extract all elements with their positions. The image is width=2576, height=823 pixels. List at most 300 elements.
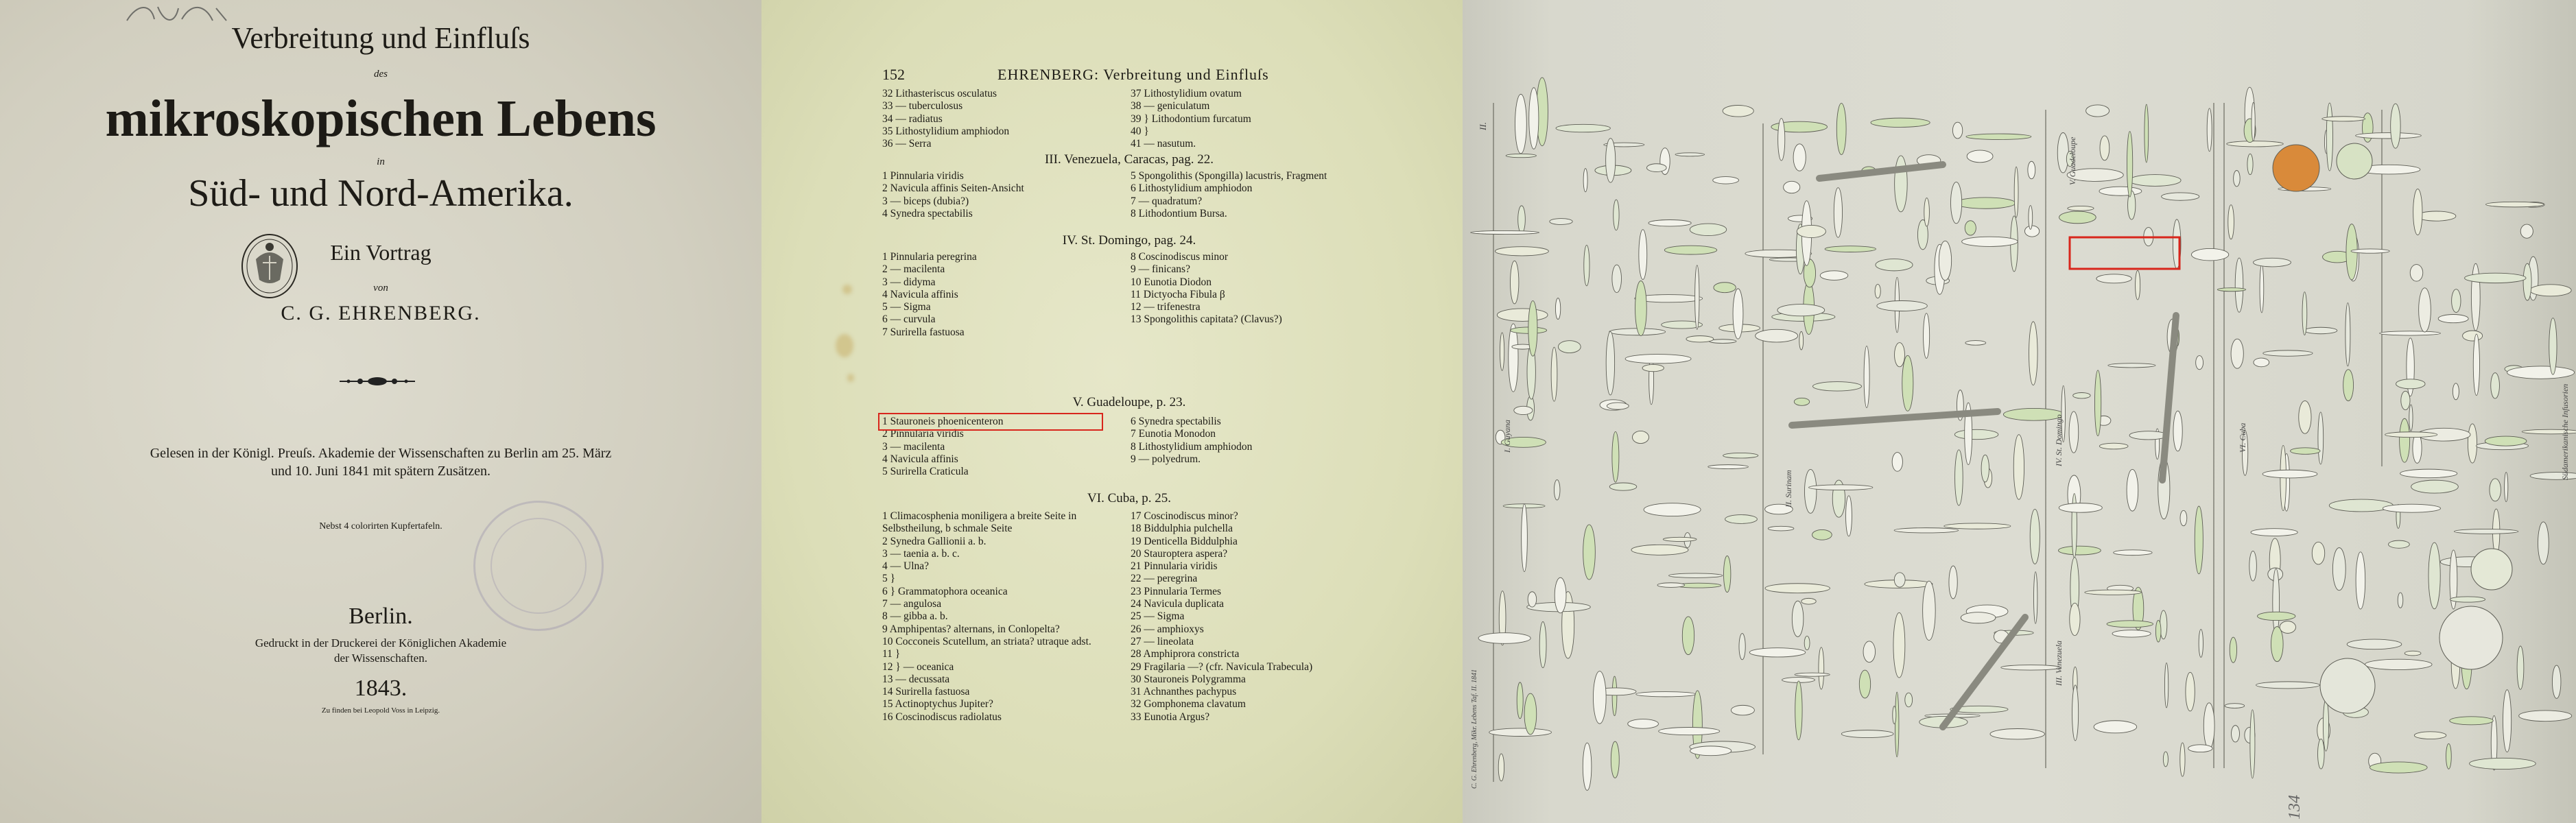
- specimen-drawing: [2380, 331, 2441, 335]
- specimen-drawing: [1725, 515, 1758, 524]
- specimen-drawing: [2337, 143, 2372, 179]
- specimen-drawing: [2094, 721, 2136, 733]
- specimen-drawing: [2096, 274, 2131, 283]
- specimen-drawing: [2252, 102, 2255, 141]
- specimen-drawing: [1686, 336, 1714, 342]
- specimen-drawing: [1723, 453, 1758, 458]
- specimen-drawing: [1841, 730, 1893, 738]
- index-entry: 5 — Sigma: [882, 301, 931, 313]
- specimen-drawing: [2503, 690, 2512, 752]
- specimen-drawing: [1820, 271, 1848, 281]
- specimen-drawing: [1642, 364, 1664, 371]
- specimen-drawing: [2419, 288, 2431, 332]
- specimen-drawing: [2069, 412, 2079, 453]
- specimen-drawing: [2473, 334, 2479, 395]
- index-entry: 1 Pinnularia viridis: [882, 170, 964, 182]
- specimen-drawing: [1893, 706, 1896, 724]
- specimen-drawing: [2343, 370, 2354, 401]
- specimen-drawing: [2468, 424, 2477, 463]
- printer-line-2: der Wissenschaften.: [334, 652, 427, 665]
- specimen-drawing: [1777, 305, 1825, 316]
- index-entry: 1 Pinnularia peregrina: [882, 251, 977, 263]
- index-entry: 11 Dictyocha Fibula β: [1131, 288, 1225, 300]
- specimen-drawing: [2068, 206, 2094, 211]
- specimen-drawing: [1794, 398, 1809, 405]
- specimen-drawing: [1593, 671, 1606, 724]
- index-entry: 9 — finicans?: [1131, 263, 1190, 276]
- specimen-drawing: [2302, 292, 2307, 335]
- specimen-drawing: [2271, 627, 2283, 662]
- specimen-drawing: [1768, 526, 1794, 531]
- specimen-drawing: [2196, 356, 2203, 370]
- specimen-drawing: [1905, 693, 1913, 707]
- specimen-drawing: [1497, 309, 1548, 321]
- specimen-drawing: [2028, 161, 2035, 178]
- index-entry: 27 — lineolata: [1131, 635, 1194, 647]
- specimen-drawing: [1981, 455, 1989, 482]
- specimen-drawing: [1739, 634, 1745, 660]
- index-entry: 4 Synedra spectabilis: [882, 207, 973, 219]
- index-entry: 3 — macilenta: [882, 440, 945, 453]
- specimen-drawing: [2322, 117, 2365, 121]
- index-entry: 8 Lithostylidium amphiodon: [1131, 440, 1253, 453]
- specimen-drawing: [1478, 633, 1531, 644]
- paper-stain: [836, 334, 853, 357]
- specimen-drawing: [2073, 393, 2090, 398]
- specimen-drawing: [1555, 577, 1566, 613]
- specimen-drawing: [1663, 537, 1697, 541]
- specimen-drawing: [2320, 658, 2375, 713]
- specimen-drawing: [2014, 167, 2018, 217]
- specimen-drawing: [1614, 200, 1619, 230]
- index-entry: 13 Spongolithis capitata? (Clavus?): [1131, 313, 1282, 326]
- specimen-drawing: [2446, 743, 2452, 769]
- plate-label-guadeloupe: V. Guadeloupe: [2068, 136, 2077, 185]
- talk-label: Ein Vortrag: [330, 240, 432, 265]
- index-entry: 22 — peregrina: [1131, 573, 1198, 585]
- specimen-drawing: [1902, 355, 1913, 411]
- specimen-drawing: [1951, 182, 1962, 223]
- cuba-right-column: [1131, 510, 1371, 724]
- index-entry: 39 } Lithodontium furcatum: [1131, 112, 1251, 125]
- specimen-drawing: [2085, 590, 2141, 595]
- specimen-drawing: [2099, 443, 2128, 449]
- publication-year: 1843.: [354, 676, 407, 701]
- specimen-drawing: [1819, 647, 1824, 689]
- specimen-drawing: [1809, 485, 1873, 490]
- specimen-drawing: [1846, 496, 1852, 536]
- plate-page: [1463, 0, 2576, 823]
- specimen-drawing: [1793, 144, 1806, 171]
- specimen-drawing: [1639, 230, 1647, 280]
- specimen-drawing: [1522, 504, 1528, 572]
- specimen-drawing: [1962, 237, 2018, 246]
- specimen-drawing: [1804, 636, 1810, 649]
- specimen-drawing: [1636, 692, 1695, 697]
- specimen-drawing: [2254, 258, 2291, 267]
- specimen-drawing: [2250, 710, 2255, 778]
- specimen-drawing: [2180, 743, 2185, 776]
- publication-city: Berlin.: [348, 604, 413, 629]
- specimen-drawing: [1675, 153, 1705, 156]
- index-entry: 4 Navicula affinis: [882, 288, 958, 300]
- index-entry: 2 Synedra Gallionii a. b.: [882, 535, 986, 547]
- index-entry: 12 } — oceanica: [882, 660, 954, 673]
- index-entry: 7 Eunotia Monodon: [1131, 428, 1216, 440]
- section-title-cuba: VI. Cuba, p. 25.: [1087, 491, 1171, 505]
- plate-label-venezuela: III. Venezuela: [2054, 641, 2064, 686]
- specimen-drawing: [2247, 154, 2253, 174]
- specimen-drawing: [2401, 391, 2410, 409]
- specimen-drawing: [1517, 682, 1523, 719]
- st-domingo-left-column: [882, 251, 1122, 339]
- specimen-drawing: [2365, 659, 2432, 669]
- specimen-drawing: [2414, 732, 2446, 739]
- guadeloupe-right-column: [1131, 416, 1371, 466]
- index-entry: 18 Biddulphia pulchella: [1131, 523, 1233, 535]
- specimen-drawing: [2173, 411, 2182, 451]
- index-entry: 2 — macilenta: [882, 263, 945, 276]
- index-entry: 6 Synedra spectabilis: [1131, 416, 1221, 427]
- specimen-drawing: [1489, 728, 1552, 737]
- specimen-drawing: [2507, 366, 2575, 379]
- specimen-drawing: [1876, 259, 1913, 271]
- specimen-drawing: [2180, 510, 2187, 525]
- specimen-drawing: [2163, 752, 2168, 767]
- index-entry: 3 — didyma: [882, 276, 936, 288]
- sale-note: Zu finden bei Leopold Voss in Leipzig.: [321, 706, 440, 715]
- specimen-drawing: [1518, 206, 1526, 233]
- specimen-drawing: [1539, 621, 1546, 667]
- specimen-drawing: [2186, 672, 2195, 711]
- specimen-drawing: [1690, 224, 1726, 236]
- specimen-drawing: [1682, 617, 1694, 655]
- specimen-drawing: [1966, 134, 2031, 139]
- index-entry: 28 Amphiprora constricta: [1131, 648, 1240, 660]
- specimen-drawing: [1801, 598, 1816, 604]
- specimen-drawings: [1471, 77, 2576, 790]
- specimen-drawing: [2538, 522, 2549, 564]
- paper-stain: [842, 285, 852, 294]
- specimen-drawing: [2188, 745, 2212, 752]
- specimen-drawing: [2463, 331, 2483, 341]
- plate-number: II.: [1478, 122, 1488, 130]
- specimen-drawing: [1506, 154, 1536, 157]
- title-line-2: mikroskopischen Lebens: [105, 90, 657, 147]
- specimen-drawing: [1894, 528, 1959, 533]
- specimen-drawing: [2356, 133, 2422, 139]
- specimen-drawing: [2086, 105, 2110, 117]
- specimen-drawing: [1990, 729, 2044, 739]
- specimen-drawing: [1864, 346, 1869, 408]
- specimen-drawing: [1877, 301, 1927, 311]
- specimen-drawing: [2347, 639, 2402, 649]
- specimen-drawing: [2029, 206, 2033, 230]
- specimen-drawing: [2155, 620, 2161, 642]
- specimen-drawing: [2398, 593, 2403, 608]
- specimen-drawing: [2429, 542, 2440, 609]
- specimen-drawing: [2318, 412, 2324, 464]
- index-entry: 10 Eunotia Diodon: [1131, 276, 1212, 288]
- index-entry: 15 Actinoptychus Jupiter?: [882, 698, 993, 711]
- specimen-drawing: [1554, 480, 1560, 501]
- index-entry: 31 Achnanthes pachypus: [1131, 686, 1237, 698]
- index-entry: 14 Surirella fastuosa: [882, 686, 970, 698]
- specimen-drawing: [2326, 103, 2332, 171]
- index-entry: 8 — gibba a. b.: [882, 610, 948, 623]
- specimen-drawing: [2024, 226, 2039, 237]
- specimen-drawing: [2162, 193, 2199, 200]
- specimen-drawing: [2057, 132, 2068, 172]
- specimen-drawing: [2059, 503, 2102, 513]
- specimen-drawing: [2059, 211, 2096, 224]
- specimen-drawing: [2332, 548, 2345, 591]
- index-entry: 33 Eunotia Argus?: [1131, 711, 1210, 723]
- reading-note-line-2: und 10. Juni 1841 mit spätern Zusätzen.: [271, 464, 491, 479]
- specimen-drawing: [1612, 431, 1619, 482]
- specimen-drawing: [1528, 301, 1537, 357]
- title-line-1: Verbreitung und Einfluſs: [231, 21, 530, 55]
- specimen-drawing: [2400, 469, 2457, 478]
- specimen-drawing: [1924, 313, 1930, 359]
- specimen-drawing: [2164, 663, 2168, 708]
- specimen-drawing: [2409, 405, 2413, 431]
- specimen-drawing: [2490, 479, 2501, 501]
- specimen-drawing: [2520, 224, 2533, 238]
- specimen-drawing: [1895, 692, 1898, 757]
- st-domingo-right-column: [1131, 251, 1371, 326]
- section-title-guadeloupe: V. Guadeloupe, p. 23.: [1072, 395, 1186, 409]
- index-entry: 4 Navicula affinis: [882, 453, 958, 465]
- specimen-drawing: [2144, 104, 2149, 163]
- specimen-drawing: [1955, 198, 2016, 208]
- specimen-drawing: [1812, 529, 1832, 540]
- index-page: [761, 0, 1463, 823]
- specimen-drawing: [2225, 704, 2245, 708]
- specimen-drawing: [1799, 331, 1804, 350]
- specimen-drawing: [2100, 136, 2110, 160]
- specimen-drawing: [1612, 676, 1617, 716]
- specimen-drawing: [2108, 363, 2155, 368]
- specimen-drawing: [2070, 603, 2080, 635]
- section-title-st-domingo: IV. St. Domingo, pag. 24.: [1062, 233, 1196, 248]
- specimen-drawing: [1669, 573, 1723, 577]
- specimen-drawing: [1611, 741, 1619, 778]
- specimen-drawing: [2519, 711, 2572, 721]
- specimen-drawing: [2411, 480, 2459, 493]
- specimen-drawing: [1632, 431, 1649, 443]
- specimen-drawing: [1514, 406, 1533, 414]
- specimen-drawing: [1646, 164, 1666, 172]
- specimen-drawing: [2273, 145, 2319, 191]
- specimen-drawing: [2029, 322, 2038, 385]
- specimen-drawing: [2129, 175, 2181, 187]
- index-entry: 16 Coscinodiscus radiolatus: [882, 711, 1002, 723]
- specimen-drawing: [1954, 429, 1998, 439]
- specimen-drawing: [1583, 525, 1596, 580]
- specimen-drawing: [1551, 347, 1557, 401]
- specimen-drawing: [1812, 382, 1861, 391]
- specimen-drawing: [2549, 318, 2557, 375]
- index-entry: 21 Pinnularia viridis: [1131, 560, 1218, 573]
- specimen-drawing: [2234, 170, 2241, 186]
- index-entry: 30 Stauroneis Polygramma: [1131, 673, 1246, 685]
- specimen-drawing: [2396, 379, 2426, 389]
- specimen-drawing: [2072, 685, 2079, 741]
- specimen-drawing: [1965, 341, 1986, 346]
- specimen-drawing: [1894, 573, 1905, 587]
- index-entry: 13 — decussata: [882, 673, 950, 685]
- specimen-drawing: [1631, 545, 1688, 555]
- index-entry: 32 Gomphonema clavatum: [1131, 698, 1246, 711]
- specimen-drawing: [1471, 230, 1539, 234]
- specimen-drawing: [2291, 448, 2321, 454]
- specimen-drawing: [1795, 673, 1830, 676]
- specimen-drawing: [2136, 270, 2140, 300]
- plates-note: Nebst 4 colorirten Kupfertafeln.: [319, 521, 442, 532]
- specimen-drawing: [1550, 219, 1572, 225]
- index-entry: 40 }: [1131, 125, 1149, 137]
- specimen-drawing: [1584, 245, 1590, 285]
- specimen-drawing: [1939, 241, 1951, 280]
- specimen-drawing: [1731, 705, 1754, 715]
- index-entry: 37 Lithostylidium ovatum: [1131, 88, 1242, 99]
- printer-line-1: Gedruckt in der Druckerei der Königlichen Akademie: [255, 636, 507, 649]
- specimen-drawing: [2471, 549, 2512, 590]
- specimen-drawing: [2304, 327, 2337, 333]
- plate-label-surinam: II. Surinam: [1784, 470, 1793, 508]
- specimen-drawing: [2391, 104, 2400, 148]
- specimen-drawing: [1612, 265, 1622, 292]
- specimen-drawing: [2385, 432, 2437, 438]
- index-entry: 3 — biceps (dubia?): [882, 195, 969, 207]
- specimen-drawing: [1892, 453, 1902, 472]
- specimen-drawing: [2439, 606, 2503, 669]
- specimen-drawing: [2345, 303, 2350, 366]
- index-entry: 17 Coscinodiscus minor?: [1131, 510, 1238, 522]
- specimen-drawing: [2413, 189, 2422, 235]
- specimen-drawing: [2191, 248, 2228, 260]
- title-des: des: [374, 69, 388, 80]
- index-entry: 5 Surirella Craticula: [882, 466, 969, 478]
- index-entry: 12 — trifenestra: [1131, 301, 1201, 313]
- specimen-drawing: [2438, 314, 2468, 322]
- index-entry: 7 Surirella fastuosa: [882, 326, 965, 338]
- specimen-drawing: [1690, 746, 1732, 756]
- specimen-drawing: [2207, 108, 2212, 152]
- plate-imprint: C. G. Ehrenberg, Mikr. Lebens Taf. II. 1841: [1471, 669, 1478, 789]
- specimen-drawing: [1635, 281, 1647, 335]
- index-entry: 3 — taenia a. b. c.: [882, 547, 960, 560]
- specimen-drawing: [2329, 499, 2393, 512]
- running-head: EHRENBERG: Verbreitung und Einfluſs: [997, 66, 1269, 83]
- index-entry: 35 Lithostylidium amphiodon: [882, 125, 1010, 137]
- specimen-drawing: [2217, 288, 2245, 291]
- top-right-column: [1131, 88, 1371, 150]
- index-entry: Selbstheilung, b schmale Seite: [882, 523, 1013, 535]
- specimen-drawing: [1607, 403, 1629, 409]
- index-entry: 1 Stauroneis phoenicenteron: [882, 416, 1004, 427]
- index-entry: 1 Climacosphenia moniligera a breite Seite in: [882, 510, 1077, 522]
- specimen-drawing: [2107, 621, 2153, 628]
- index-entry: 2 Pinnularia viridis: [882, 428, 964, 440]
- specimen-drawing: [1695, 265, 1699, 330]
- ornament-divider-icon: [336, 374, 418, 388]
- specimen-drawing: [2228, 205, 2234, 239]
- specimen-drawing: [2517, 646, 2524, 689]
- index-entry: 24 Navicula duplicata: [1131, 598, 1225, 610]
- specimen-drawing: [1949, 566, 1957, 599]
- specimen-drawing: [2094, 370, 2101, 436]
- specimen-drawing: [2312, 542, 2324, 564]
- plate-highlight-box: [2070, 237, 2179, 269]
- index-entry: 38 — geniculatum: [1131, 100, 1210, 112]
- specimen-drawing: [2059, 546, 2101, 555]
- specimen-drawing: [2256, 682, 2320, 689]
- specimen-drawing: [1708, 465, 1749, 469]
- paper-stain: [847, 374, 854, 382]
- specimen-drawing: [2114, 550, 2152, 556]
- specimen-drawing: [1965, 221, 1976, 235]
- specimen-drawing: [1649, 219, 1691, 226]
- specimen-drawing: [1558, 341, 1581, 353]
- specimen-drawing: [1749, 648, 1805, 657]
- title-line-3: Süd- und Nord-Amerika.: [188, 172, 574, 215]
- index-entry: 9 Amphipentas? alternans, in Conlopelta?: [882, 623, 1060, 635]
- specimen-drawing: [2199, 630, 2203, 658]
- specimen-drawing: [1515, 94, 1526, 153]
- specimen-drawing: [1756, 329, 1798, 342]
- specimen-drawing: [2127, 132, 2132, 198]
- specimen-drawing: [2351, 249, 2389, 253]
- specimen-drawing: [1792, 601, 1804, 636]
- specimen-drawing: [2099, 187, 2142, 195]
- title-page: [0, 0, 761, 823]
- specimen-drawing: [1500, 333, 1504, 370]
- specimen-drawing: [1795, 681, 1802, 740]
- specimen-drawing: [2450, 717, 2494, 725]
- index-entry: 8 Lithodontium Bursa.: [1131, 207, 1227, 219]
- index-entry: 29 Fragilaria —? (cfr. Navicula Trabecula): [1131, 660, 1313, 673]
- specimen-drawing: [2013, 435, 2024, 500]
- top-left-column: [882, 88, 1122, 150]
- specimen-drawing: [1778, 119, 1785, 160]
- specimen-drawing: [1784, 181, 1800, 193]
- specimen-drawing: [2030, 509, 2040, 564]
- specimen-drawing: [1606, 139, 1616, 182]
- specimen-drawing: [2235, 258, 2243, 312]
- index-entry: 32 Lithasteriscus osculatus: [882, 88, 997, 99]
- specimen-drawing: [1644, 503, 1701, 516]
- index-entry: 20 Stauroptera aspera?: [1131, 547, 1228, 560]
- specimen-drawing: [2262, 470, 2317, 478]
- specimen-drawing: [1765, 584, 1830, 593]
- specimen-drawing: [2356, 552, 2365, 609]
- index-entry: 19 Denticella Biddulphia: [1131, 535, 1238, 547]
- index-entry: 4 — Ulna?: [882, 560, 930, 573]
- specimen-drawing: [2251, 529, 2297, 536]
- specimen-drawing: [1524, 693, 1537, 735]
- specimen-drawing: [1923, 581, 1936, 640]
- specimen-drawing: [1859, 670, 1870, 698]
- specimen-drawing: [1628, 719, 1659, 729]
- specimen-drawing: [1498, 754, 1504, 781]
- specimen-drawing: [2552, 665, 2560, 698]
- page-number: 152: [882, 66, 905, 83]
- specimen-drawing: [2232, 726, 2240, 742]
- specimen-drawing: [1819, 165, 1943, 178]
- specimen-drawing: [2230, 637, 2236, 663]
